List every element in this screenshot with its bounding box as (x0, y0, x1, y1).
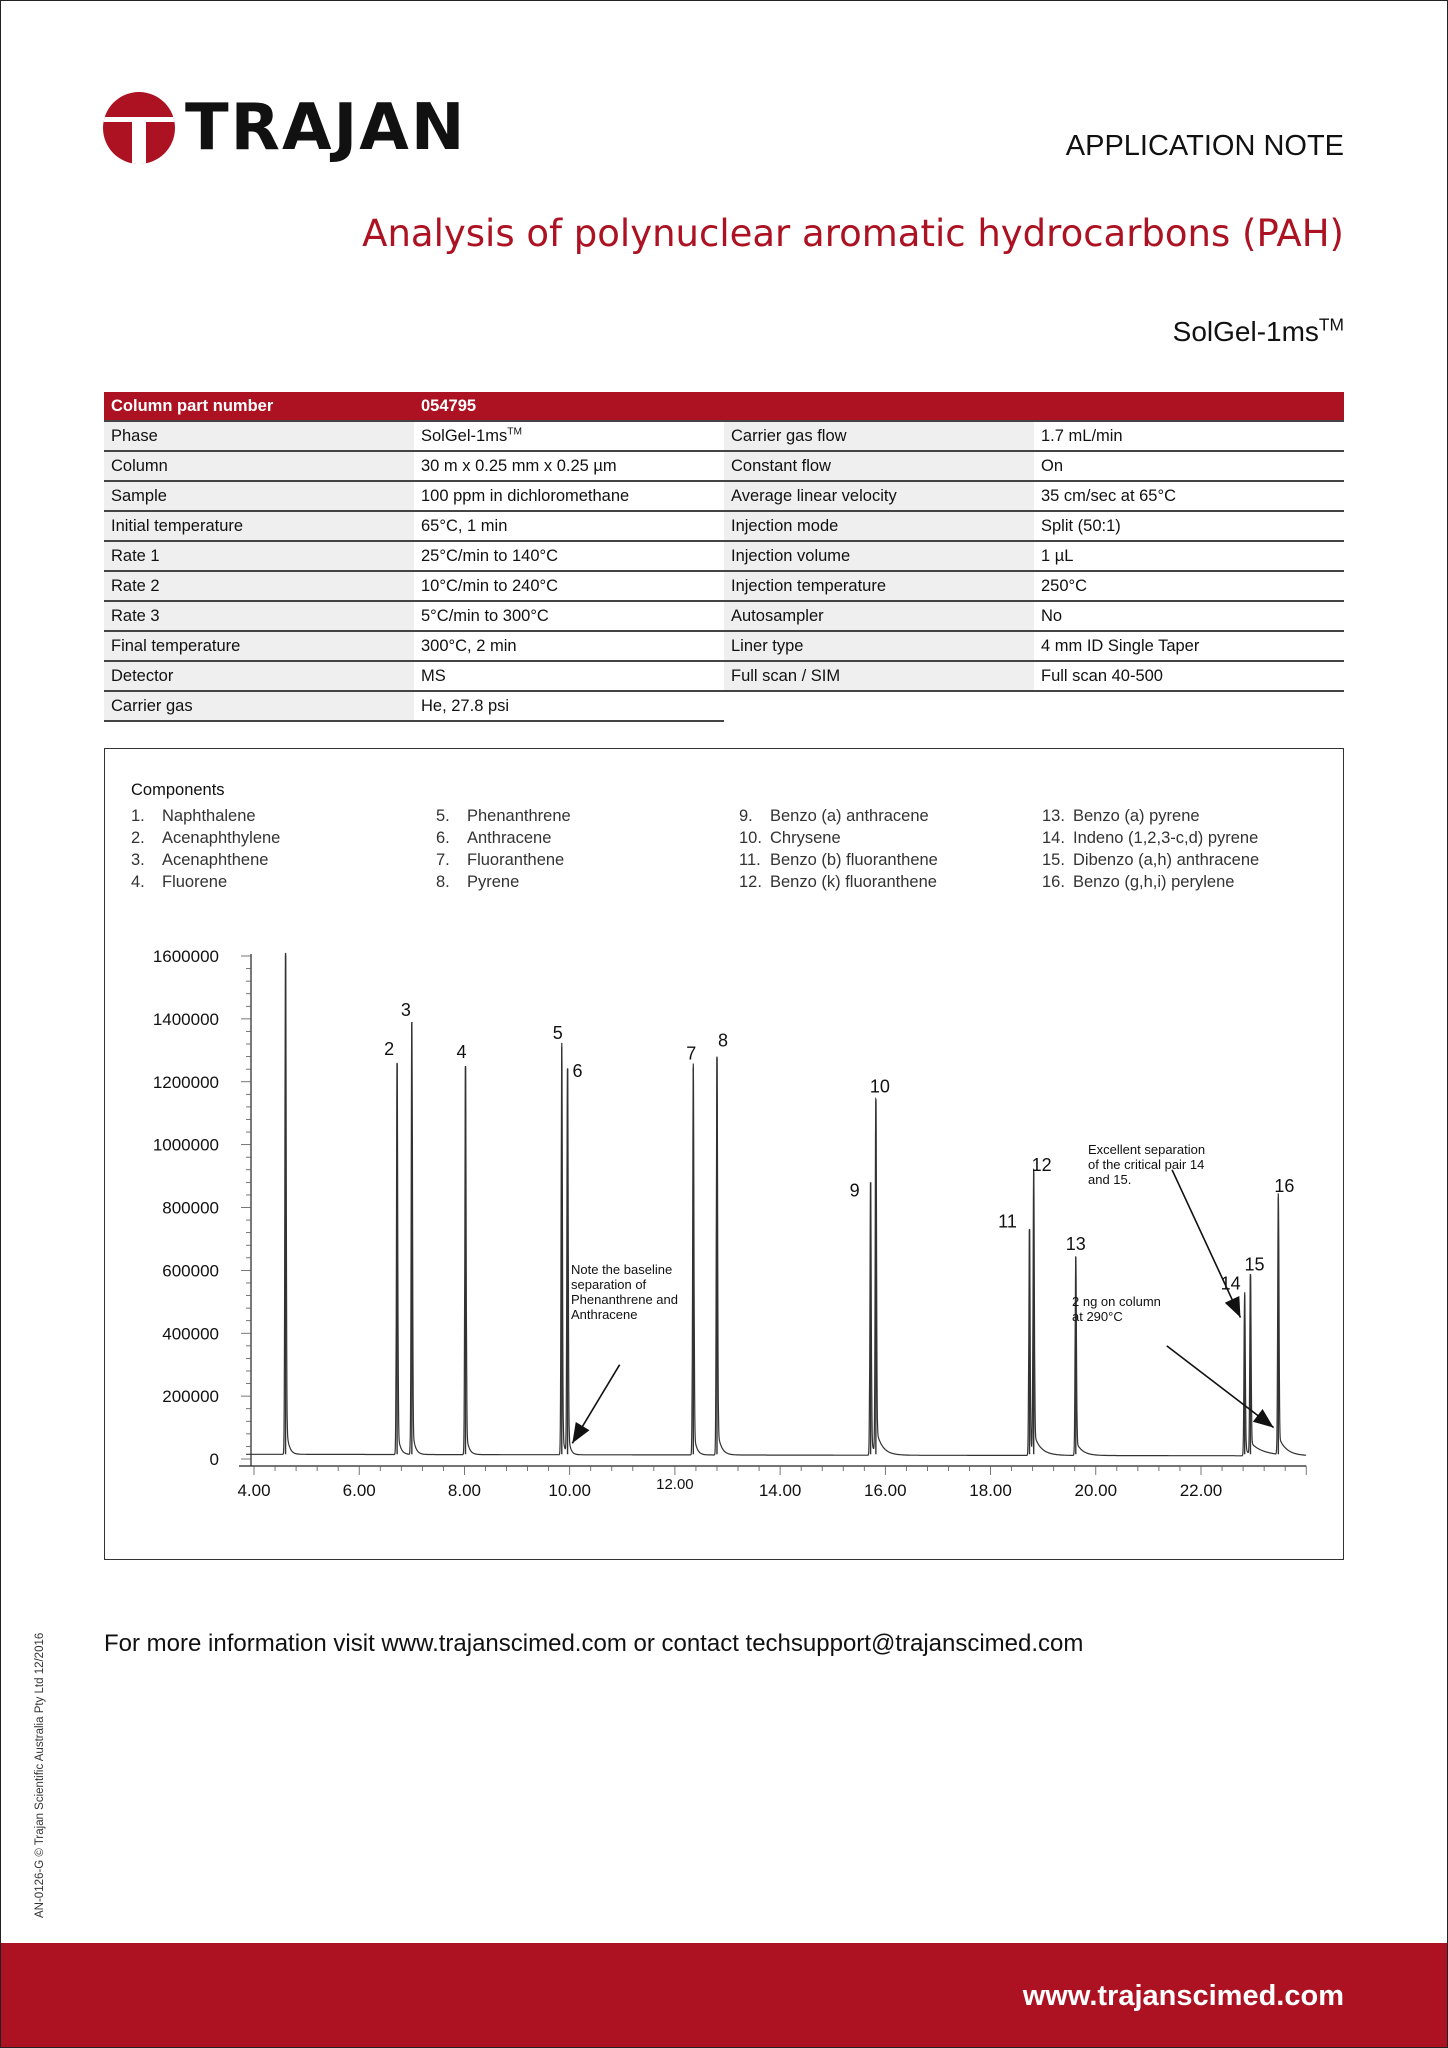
param-value-text: He, 27.8 psi (421, 696, 510, 715)
param-label-text: Rate 1 (111, 546, 160, 565)
parameters-table (104, 392, 1344, 722)
component-number: 12. (739, 873, 762, 891)
y-tick-label: 0 (209, 1450, 219, 1469)
peak-label: 11 (998, 1211, 1017, 1232)
y-tick-label: 400000 (162, 1324, 219, 1344)
x-tick-label: 16.00 (864, 1481, 907, 1500)
y-tick-label: 600000 (162, 1261, 219, 1281)
param-label (724, 511, 1034, 541)
param-label (104, 451, 414, 481)
header-label: Column part number (104, 392, 414, 421)
x-tick-label: 14.00 (758, 1481, 802, 1500)
param-value-text: 5°C/min to 300°C (421, 606, 549, 625)
component-name: Benzo (k) fluoranthene (770, 873, 937, 891)
param-value (414, 691, 724, 721)
component-name: Fluorene (162, 873, 228, 891)
header-spacer (724, 392, 1034, 421)
param-label (724, 481, 1034, 511)
peak-label: 15 (1244, 1254, 1265, 1275)
param-label (104, 481, 414, 511)
component-number: 8. (436, 873, 450, 891)
table-row (104, 421, 1344, 451)
peak-label: 6 (572, 1061, 583, 1082)
trademark-mark: TM (1318, 314, 1344, 335)
param-label-text: Liner type (731, 636, 804, 655)
x-tick-label: 20.00 (1074, 1481, 1118, 1500)
peak-label: 3 (400, 1000, 411, 1021)
x-tick-label: 10.00 (548, 1481, 591, 1500)
param-label (104, 511, 414, 541)
param-label-text: Initial temperature (111, 516, 244, 535)
param-label (724, 661, 1034, 691)
header-value: 054795 (414, 392, 724, 421)
component-number: 10. (739, 829, 762, 847)
component-number: 4. (131, 873, 145, 891)
x-tick-label: 22.00 (1179, 1481, 1223, 1500)
component-number: 6. (436, 829, 450, 847)
param-label-text: Rate 3 (111, 606, 160, 625)
param-label (724, 631, 1034, 661)
table-body (104, 421, 1344, 721)
param-label (104, 541, 414, 571)
param-value (1034, 661, 1344, 691)
arrowhead-icon (572, 1422, 589, 1443)
x-tick-label: 4.00 (237, 1481, 271, 1500)
param-label (104, 661, 414, 691)
trajan-logo (103, 91, 466, 165)
param-value-text: 30 m x 0.25 mm x 0.25 µm (421, 456, 617, 475)
param-label-text: Injection mode (731, 516, 839, 535)
chromatogram-panel (104, 748, 1344, 1560)
param-label-text: Injection volume (731, 546, 851, 565)
annotation-arrow (1167, 1346, 1274, 1428)
param-label-text: Phase (111, 426, 158, 445)
param-value-text: 65°C, 1 min (421, 516, 508, 535)
param-value (1034, 511, 1344, 541)
page-subtitle (1173, 316, 1344, 348)
param-label (724, 451, 1034, 481)
peak-label: 4 (456, 1042, 467, 1063)
param-value-text: 35 cm/sec at 65°C (1041, 486, 1176, 505)
component-number: 1. (131, 807, 145, 825)
annotation-text: Phenanthrene and (571, 1292, 678, 1307)
table-row (104, 631, 1344, 661)
component-number: 3. (131, 851, 145, 869)
table-header-row (104, 392, 1344, 421)
y-tick-label: 1400000 (152, 1009, 219, 1029)
y-tick-label: 1200000 (152, 1072, 219, 1092)
component-number: 11. (739, 851, 761, 869)
trajan-t-circle-icon (103, 92, 175, 164)
arrowhead-icon (1225, 1296, 1241, 1318)
param-label-text: Autosampler (731, 606, 824, 625)
table-row (104, 541, 1344, 571)
annotation-text: separation of (571, 1277, 647, 1292)
component-number: 13. (1042, 807, 1065, 825)
component-number: 7. (436, 851, 450, 869)
param-value (1034, 451, 1344, 481)
param-value-text: 1.7 mL/min (1041, 426, 1123, 445)
component-number: 14. (1042, 829, 1065, 847)
website-link[interactable]: www.trajanscimed.com (1022, 1980, 1344, 2012)
component-number: 9. (739, 807, 753, 825)
param-label-text: Detector (111, 666, 174, 685)
component-name: Chrysene (770, 829, 841, 847)
param-value (414, 541, 724, 571)
param-label-text: Injection temperature (731, 576, 887, 595)
component-name: Benzo (a) pyrene (1073, 807, 1200, 825)
param-value (414, 661, 724, 691)
component-number: 2. (131, 829, 145, 847)
chromatogram-trace (246, 955, 1306, 1456)
param-value-text: Split (50:1) (1041, 516, 1121, 535)
param-value (414, 451, 724, 481)
x-tick-label: 18.00 (969, 1481, 1012, 1500)
x-tick-label: 12.00 (656, 1476, 694, 1493)
param-value-text: No (1041, 606, 1063, 625)
empty-cell (724, 691, 1034, 721)
param-label-text: Rate 2 (111, 576, 160, 595)
y-tick-label: 1000000 (152, 1135, 219, 1155)
component-name: Pyrene (467, 873, 520, 891)
param-value (414, 601, 724, 631)
component-name: Phenanthrene (467, 807, 571, 825)
x-tick-label: 8.00 (447, 1481, 481, 1500)
header-spacer (1034, 392, 1344, 421)
param-value-text: 300°C, 2 min (421, 636, 517, 655)
annotation-text: 2 ng on column (1072, 1294, 1161, 1309)
peak-label: 8 (717, 1030, 728, 1051)
component-name: Acenaphthene (162, 851, 269, 869)
param-label-text: Column (111, 456, 168, 475)
arrowhead-icon (1253, 1409, 1274, 1428)
component-name: Fluoranthene (467, 851, 565, 869)
document-type: APPLICATION NOTE (1065, 130, 1344, 162)
peak-label: 16 (1274, 1176, 1295, 1197)
table-row (104, 691, 1344, 721)
peak-label: 10 (869, 1076, 890, 1097)
peak-label: 13 (1065, 1233, 1086, 1254)
component-name: Naphthalene (162, 807, 256, 825)
table-row (104, 481, 1344, 511)
param-label-text: Final temperature (111, 636, 241, 655)
annotation-text: and 15. (1088, 1172, 1132, 1187)
param-value (414, 511, 724, 541)
peak-label: 2 (384, 1038, 395, 1059)
y-tick-label: 200000 (162, 1387, 219, 1407)
components-title: Components (131, 781, 225, 799)
param-value-text: On (1041, 456, 1064, 475)
component-name: Benzo (a) anthracene (770, 807, 929, 825)
param-value (1034, 541, 1344, 571)
annotation-arrow (1172, 1170, 1240, 1318)
table-row (104, 601, 1344, 631)
annotation-text: Anthracene (571, 1307, 638, 1322)
param-value-text: SolGel-1ms (421, 426, 508, 445)
component-name: Benzo (b) fluoranthene (770, 851, 938, 869)
annotation-text: Note the baseline (571, 1262, 673, 1277)
param-value (1034, 481, 1344, 511)
document-code: AN-0126-G © Trajan Scientific Australia Pty Ltd 12/2016 (34, 1632, 46, 1918)
peak-label: 12 (1031, 1154, 1052, 1175)
component-name: Acenaphthylene (162, 829, 281, 847)
table-row (104, 661, 1344, 691)
param-value-text: 1 µL (1041, 546, 1074, 565)
param-value-text: MS (421, 666, 446, 685)
annotation-text: of the critical pair 14 (1088, 1157, 1205, 1172)
param-value (1034, 631, 1344, 661)
annotation-text: Excellent separation (1088, 1142, 1206, 1157)
param-value (414, 571, 724, 601)
param-label (104, 421, 414, 451)
param-label-text: Carrier gas flow (731, 426, 847, 445)
param-value (1034, 571, 1344, 601)
table-row (104, 511, 1344, 541)
y-tick-label: 800000 (162, 1198, 219, 1218)
param-value-text: 250°C (1041, 576, 1088, 595)
peak-label: 14 (1220, 1273, 1241, 1294)
component-name: Indeno (1,2,3-c,d) pyrene (1073, 829, 1259, 847)
param-label (104, 631, 414, 661)
table-row (104, 571, 1344, 601)
param-label-text: Average linear velocity (731, 486, 897, 505)
chromatogram-chart (105, 749, 1343, 1559)
peak-label: 5 (552, 1023, 563, 1044)
param-label (724, 541, 1034, 571)
component-name: Dibenzo (a,h) anthracene (1073, 851, 1260, 869)
param-label-text: Sample (111, 486, 167, 505)
param-value (1034, 421, 1344, 451)
param-value (1034, 601, 1344, 631)
param-label (724, 571, 1034, 601)
peak-label: 7 (686, 1043, 697, 1064)
empty-cell (1034, 691, 1344, 721)
x-tick-label: 6.00 (342, 1481, 376, 1500)
page-title: Analysis of polynuclear aromatic hydrocarbons (PAH) (362, 212, 1344, 255)
product-name: SolGel-1ms (1172, 316, 1319, 347)
component-name: Benzo (g,h,i) perylene (1073, 873, 1235, 891)
param-label-text: Full scan / SIM (731, 666, 841, 685)
param-value (414, 631, 724, 661)
y-tick-label: 1600000 (152, 947, 219, 966)
annotation-text: at 290°C (1072, 1309, 1123, 1324)
component-name: Anthracene (467, 829, 552, 847)
param-value-text: 10°C/min to 240°C (421, 576, 559, 595)
param-value-text: 4 mm ID Single Taper (1041, 636, 1200, 655)
param-label-text: Carrier gas (111, 696, 193, 715)
param-label (104, 571, 414, 601)
table-row (104, 451, 1344, 481)
contact-info: For more information visit www.trajanscimed.com or contact techsupport@trajanscimed.com (104, 1630, 1084, 1657)
brand-name: TRAJAN (185, 91, 467, 165)
trademark-mark: TM (507, 426, 522, 437)
param-value-text: 25°C/min to 140°C (421, 546, 559, 565)
component-number: 15. (1042, 851, 1065, 869)
param-label (724, 601, 1034, 631)
component-number: 5. (436, 807, 450, 825)
param-value-text: 100 ppm in dichloromethane (421, 486, 630, 505)
param-label (104, 601, 414, 631)
param-label (104, 691, 414, 721)
param-label-text: Constant flow (731, 456, 831, 475)
param-value-text: Full scan 40-500 (1041, 666, 1163, 685)
param-label (724, 421, 1034, 451)
component-number: 16. (1042, 873, 1065, 891)
param-value (414, 481, 724, 511)
param-value (414, 421, 724, 451)
peak-label: 9 (849, 1180, 860, 1201)
